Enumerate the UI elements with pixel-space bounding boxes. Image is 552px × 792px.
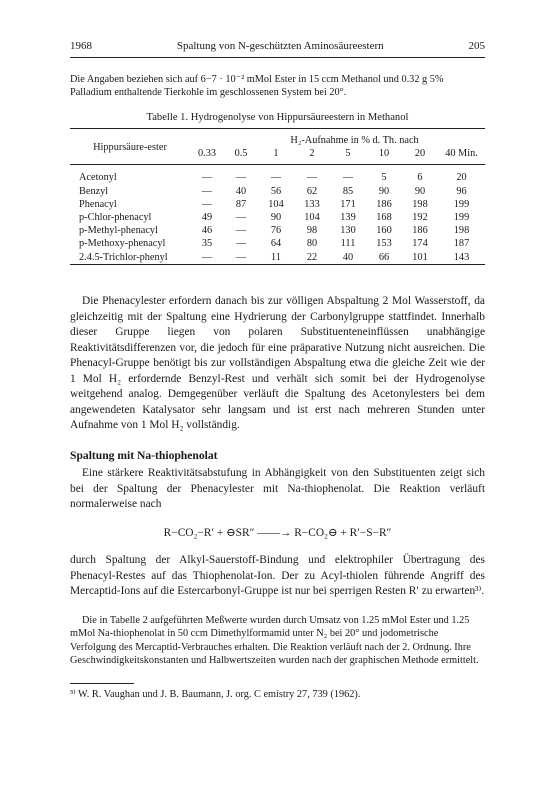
header-year: 1968	[70, 40, 92, 52]
table-row	[70, 198, 485, 211]
table-cell: —	[201, 172, 213, 184]
table-cell: 160	[376, 225, 392, 237]
table-cell: 186	[412, 225, 428, 237]
column-header: 0.33	[197, 148, 217, 160]
row-label: 2.4.5-Trichlor-phenyl	[79, 251, 168, 263]
column-header: 40 Min.	[445, 148, 478, 160]
table-cell: 90	[378, 185, 390, 197]
column-header: 20	[414, 148, 426, 160]
table-cell: 40	[342, 251, 354, 263]
row-label: p-Chlor-phenacyl	[79, 212, 152, 224]
table-cell: 168	[376, 212, 392, 224]
table-body	[70, 171, 485, 264]
table-row	[70, 171, 485, 184]
row-label: Acetonyl	[79, 172, 117, 184]
table-cell: 56	[270, 185, 282, 197]
table-cell: —	[235, 225, 247, 237]
paragraph-3: durch Spaltung der Alkyl-Sauerstoff-Bindung und elektrophiler Übertragung des Phenacyl-Restes auf das Thiophenolat-Ion. Der zu Acyl-thiolen führende Angriff des Mercaptid-Ions auf die Estercarbonyl-Gruppe ist nur bei sperrigen Resten R′ zu erwarten³⁾.	[70, 554, 485, 597]
table-cell: 85	[342, 185, 354, 197]
table-cell: 80	[306, 238, 318, 250]
intro-note: Die Angaben beziehen sich auf 6−7 · 10⁻² mMol Ester in 15 ccm Methanol und 0.32 g 5% Palladium enthaltende Tierkohle im geschlossenen System bei 20°.	[70, 74, 444, 99]
column-header: 1	[273, 148, 279, 160]
table-cell: 87	[235, 198, 247, 210]
row-label: p-Methyl-phenacyl	[79, 225, 158, 237]
table-cell: 198	[412, 198, 428, 210]
table-cell: 104	[268, 198, 284, 210]
table-cell: 133	[304, 198, 320, 210]
table-cell: 98	[306, 225, 318, 237]
table-cell: —	[342, 172, 354, 184]
column-header: 10	[378, 148, 390, 160]
table-cell: 174	[412, 238, 428, 250]
table-cell: 22	[306, 251, 318, 263]
table-cell: 64	[270, 238, 282, 250]
table-cell: 66	[378, 251, 390, 263]
table-cell: 186	[376, 198, 392, 210]
table-cell: 198	[453, 225, 470, 237]
table-cell: —	[235, 172, 247, 184]
table-cell: —	[306, 172, 318, 184]
table-cell: 187	[453, 238, 470, 250]
running-header	[70, 40, 485, 52]
table-cell: 199	[453, 198, 470, 210]
header-title: Spaltung von N-geschützten Aminosäureestern	[176, 40, 384, 52]
paragraph-2: Eine stärkere Reaktivitätsabstufung in Abhängigkeit von den Substituenten zeigt sich bei der Spaltung der Phenacylester mit Na-thiophenolat. Die Reaktion verläuft normalerweise nach	[70, 467, 485, 510]
table-cell: —	[235, 251, 247, 263]
column-header: 0.5	[234, 148, 248, 160]
section-heading: Spaltung mit Na-thiophenolat	[70, 449, 218, 462]
row-label: Benzyl	[79, 185, 109, 197]
table-cell: —	[270, 172, 282, 184]
table-cell: —	[235, 212, 247, 224]
table-row	[70, 251, 485, 265]
table-cell: 171	[340, 198, 356, 210]
table-cell: 130	[340, 225, 356, 237]
table-cell: 143	[453, 251, 470, 263]
table-cell: 104	[304, 212, 320, 224]
paragraph-1: Die Phenacylester erfordern danach bis zur völligen Abspaltung 2 Mol Wasserstoff, da gleichzeitig mit der Spaltung eine Hydrierung der Carbonylgruppe stattfindet. Innerhalb dieser Gruppe liegen von polaren Substituenteneinflüssen unabhängige Reaktivitätsdifferenzen vor, die jedoch für eine präparative Nutzung nicht ausreichen. Die Phenacyl-Gruppe benötigt bis zur vollständigen Abspaltung etwa die gleiche Zeit wie der 1 Mol H₂ erfordernde Benzyl-Rest und verhält sich somit bei der Hydrogenolyse weitgehend analog. Demgegenüber verläuft die Spaltung des Acetonylesters bei dem angewendeten Katalysator sehr langsam und ist erst nach mehreren Stunden unter Aufnahme von 1 Mol H₂ vollständig.	[70, 295, 485, 431]
table-cell: —	[201, 198, 213, 210]
table-row	[70, 224, 485, 237]
hydrogenolysis-table	[70, 128, 485, 267]
row-header: Hippursäure-ester	[93, 141, 167, 153]
table-cell: 90	[270, 212, 282, 224]
column-header: 5	[345, 148, 351, 160]
table-cell: 192	[412, 212, 428, 224]
table-cell: 49	[201, 212, 213, 224]
table-cell: 20	[456, 172, 467, 184]
table-cell: 6	[417, 172, 423, 184]
table-caption: Tabelle 1. Hydrogenolyse von Hippursäureestern in Methanol	[146, 112, 409, 123]
table-cell: —	[235, 238, 247, 250]
header-rule	[70, 57, 485, 58]
reaction-equation: R−CO₂−R′ + ⊖SR″ ——→ R−CO₂⊖ + R′−S−R″	[163, 527, 392, 539]
table-cell: 46	[201, 225, 213, 237]
table-cell: 35	[201, 238, 213, 250]
table-cell: 11	[271, 251, 281, 263]
header-page-number: 205	[468, 40, 485, 52]
row-label: Phenacyl	[79, 198, 117, 210]
table-cell: —	[201, 251, 213, 263]
table-cell: 5	[381, 172, 387, 184]
paragraph-4: Die in Tabelle 2 aufgeführten Meßwerte wurden durch Umsatz von 1.25 mMol Ester und 1.25 mMol Na-thiophenolat in 50 ccm Dimethylformamid unter N₂ bei 20° und jodometrische Verfolgung des Mercaptid-Verbrauches erhalten. Die Reaktion verläuft nach der 2. Ordnung. Ihre Geschwindigkeitskonstanten und Halbwertszeiten wurden nach der graphischen Methode ermittelt.	[70, 615, 479, 667]
table-cell: 96	[456, 185, 467, 197]
row-label: p-Methoxy-phenacyl	[79, 238, 166, 250]
table-cell: 101	[412, 251, 428, 263]
footnote-rule	[70, 683, 134, 684]
table-cell: 90	[414, 185, 426, 197]
table-cell: 40	[235, 185, 247, 197]
table-cell: 139	[340, 212, 356, 224]
table-row	[70, 237, 485, 250]
table-bottom-rule	[70, 264, 485, 267]
table-cell: 199	[453, 212, 470, 224]
table-cell: 62	[306, 185, 318, 197]
table-cell: —	[201, 185, 213, 197]
column-header: 2	[309, 148, 315, 160]
group-header: H₂-Aufnahme in % d. Th. nach	[290, 135, 419, 147]
table-row	[70, 185, 485, 198]
table-cell: 153	[376, 238, 392, 250]
table-cell: 111	[340, 238, 356, 250]
footnote: ³⁾ W. R. Vaughan und J. B. Baumann, J. org. C emistry 27, 739 (1962).	[70, 689, 361, 700]
table-cell: 76	[270, 225, 282, 237]
table-row	[70, 211, 485, 224]
